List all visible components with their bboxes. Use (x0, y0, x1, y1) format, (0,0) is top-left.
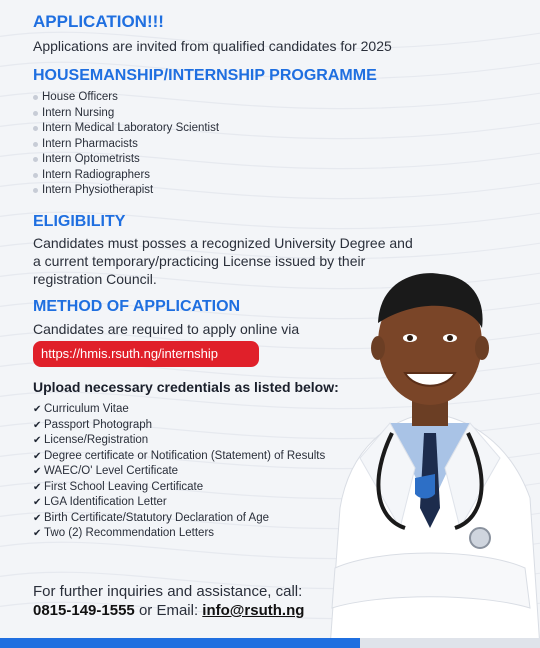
check-icon: ✔ (33, 481, 42, 493)
contact-line: For further inquiries and assistance, call: (33, 583, 303, 600)
list-item (33, 433, 325, 449)
list-item-label: WAEC/O' Level Certificate (44, 465, 179, 477)
or-email-label: or Email: (138, 602, 199, 619)
check-icon: ✔ (33, 435, 42, 446)
programme-heading: HOUSEMANSHIP/INTERNSHIP PROGRAMME (33, 67, 377, 84)
list-item: Intern Nursing (33, 106, 219, 122)
page-title: APPLICATION!!! (33, 12, 164, 31)
contact-details (33, 602, 304, 619)
list-item-label: First School Leaving Certificate (44, 480, 204, 493)
check-icon: ✔ (33, 497, 42, 508)
list-item: Intern Radiographers (33, 168, 219, 184)
list-item: Intern Physiotherapist (33, 183, 219, 199)
contact-block (33, 583, 304, 619)
phone-number[interactable]: 0815-149-1555 (33, 602, 135, 619)
list-item (33, 526, 325, 542)
list-item (33, 464, 325, 480)
footer-bar-right (360, 638, 540, 648)
check-icon: ✔ (33, 466, 42, 477)
check-icon: ✔ (33, 404, 42, 415)
programme-list (33, 90, 219, 199)
list-item (33, 511, 325, 527)
eligibility-heading: ELIGIBILITY (33, 213, 126, 230)
list-item-label: Degree certificate or Notification (Statement) of Results (44, 449, 326, 462)
list-item-label: Two (2) Recommendation Letters (44, 527, 215, 539)
method-text: Candidates are required to apply online via (33, 321, 300, 337)
list-item: Intern Pharmacists (33, 137, 219, 153)
list-item (33, 402, 325, 418)
credentials-list (33, 402, 325, 542)
method-heading: METHOD OF APPLICATION (33, 298, 241, 315)
list-item-label: Curriculum Vitae (44, 403, 129, 415)
footer-bar (0, 638, 360, 648)
eligibility-text: Candidates must posses a recognized University Degree and a current temporary/practicing License issued by their registration Council. (33, 235, 413, 287)
page-subtitle: Applications are invited from qualified candidates for 2025 (33, 38, 392, 54)
check-icon: ✔ (33, 419, 42, 431)
application-url-link[interactable]: https://hmis.rsuth.ng/internship (33, 341, 259, 367)
list-item: Intern Medical Laboratory Scientist (33, 121, 219, 137)
list-item-label: LGA Identification Letter (44, 496, 167, 508)
check-icon: ✔ (33, 528, 42, 539)
list-item-label: Birth Certificate/Statutory Declaration of Age (44, 511, 269, 524)
email-link[interactable]: info@rsuth.ng (202, 602, 305, 619)
list-item (33, 480, 325, 496)
list-item-label: Passport Photograph (44, 418, 153, 431)
list-item (33, 449, 325, 465)
list-item (33, 418, 325, 434)
list-item-label: License/Registration (44, 434, 149, 446)
list-item: Intern Optometrists (33, 152, 219, 168)
check-icon: ✔ (33, 512, 42, 524)
list-item (33, 495, 325, 511)
list-item: House Officers (33, 90, 219, 106)
credentials-heading: Upload necessary credentials as listed below: (33, 379, 339, 395)
check-icon: ✔ (33, 450, 42, 462)
